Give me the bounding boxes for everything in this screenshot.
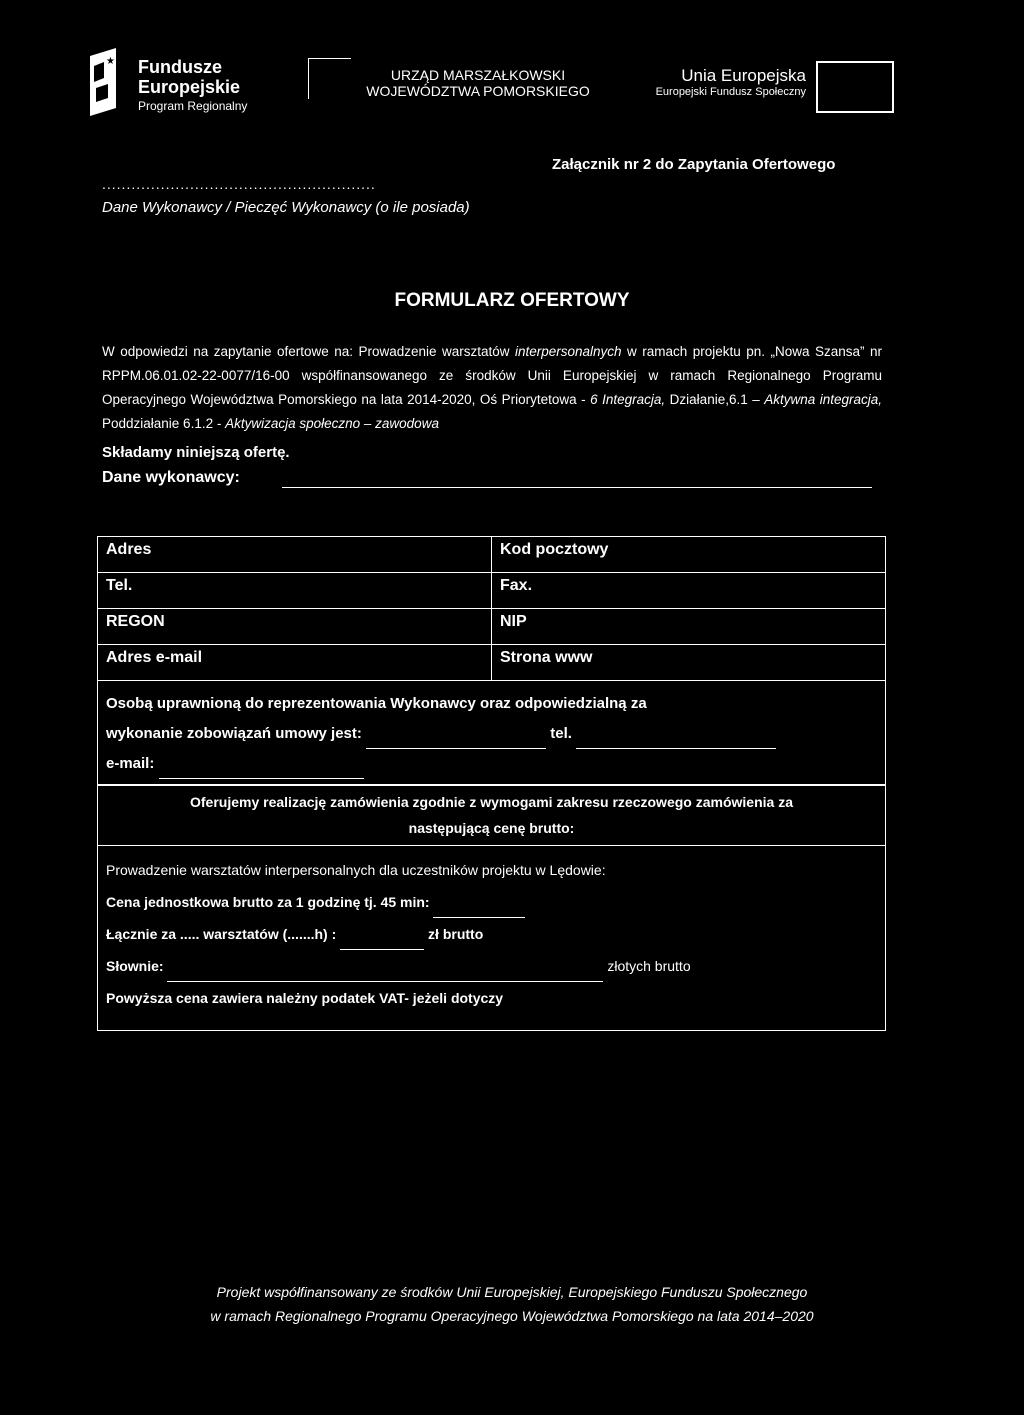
regon-label: REGON: [106, 613, 165, 630]
contractor-data-label: Dane wykonawcy:: [102, 469, 240, 486]
intro-part3: w ramach projektu pn. „Nowa Szansa” nr RPPM.06.01.02-22-0077/16-00 współfinansowanego ze środków Unii Europejskiej w ramach Regionalnego Programu Operacyjnego Województwa Pomorskiego na lata 2014-2020, Oś Priorytetowa -: [102, 344, 882, 407]
contact-table: [97, 536, 886, 786]
regon-cell[interactable]: [98, 609, 492, 644]
table-row: [98, 609, 885, 645]
representative-email-field[interactable]: [159, 778, 364, 779]
ue-title: Unia Europejska: [681, 66, 806, 85]
intro-part4: 6 Integracja,: [590, 392, 666, 407]
postal-code-label: Kod pocztowy: [500, 541, 609, 558]
representative-line1: Osobą uprawnioną do reprezentowania Wykonawcy oraz odpowiedzialną za: [106, 695, 647, 712]
unit-price-label: Cena jednostkowa brutto za 1 godzinę tj. 45 min:: [106, 894, 430, 910]
offer-statement: Składamy niniejszą ofertę.: [102, 444, 290, 461]
footer-line2: w ramach Regionalnego Programu Operacyjnego Województwa Pomorskiego na lata 2014–2020: [210, 1308, 814, 1324]
total-row: [106, 918, 877, 950]
in-words-row: [106, 950, 877, 982]
representative-line2: wykonanie zobowiązań umowy jest:: [106, 725, 362, 742]
fe-subtitle: Program Regionalny: [138, 98, 248, 113]
intro-part8: Aktywizacja społeczno – zawodowa: [225, 416, 439, 431]
price-table-body: [98, 846, 885, 1030]
price-table-header: [98, 785, 885, 846]
footer-line1: Projekt współfinansowany ze środków Unii Europejskiej, Europejskiego Funduszu Społecznego: [216, 1284, 808, 1300]
fax-cell[interactable]: [492, 573, 885, 608]
in-words-label: Słownie:: [106, 958, 164, 974]
urzad-marszalkowski-text: [360, 67, 596, 99]
urzad-logo-frame: [308, 58, 351, 99]
price-header-line2: następującą cenę brutto:: [408, 820, 575, 836]
svg-text:★: ★: [106, 56, 115, 67]
price-header-line1: Oferujemy realizację zamówienia zgodnie z wymogami zakresu rzeczowego zamówienia za: [190, 794, 793, 810]
fundusze-europejskie-text: [138, 58, 247, 113]
representative-phone-field[interactable]: [576, 748, 776, 749]
eu-flag-icon: [816, 61, 894, 113]
contractor-data-field[interactable]: [282, 487, 872, 488]
tel-label: tel.: [550, 725, 572, 742]
contractor-stamp-label: Dane Wykonawcy / Pieczęć Wykonawcy (o ile posiada): [102, 199, 470, 216]
table-row: [98, 537, 885, 573]
representative-name-field[interactable]: [366, 748, 546, 749]
intro-part2: interpersonalnych: [515, 344, 622, 359]
intro-part7: Poddziałanie 6.1.2 -: [102, 416, 226, 431]
contractor-dots: ........................................................: [102, 176, 376, 192]
form-title: FORMULARZ OFERTOWY: [394, 290, 630, 311]
total-unit: zł brutto: [428, 926, 484, 942]
um-line2: WOJEWÓDZTWA POMORSKIEGO: [366, 83, 590, 100]
email-address-cell[interactable]: [98, 645, 492, 680]
intro-part1: W odpowiedzi na zapytanie ofertowe na: Prowadzenie warsztatów: [102, 344, 515, 359]
email-row: [106, 749, 877, 779]
table-row: [98, 573, 885, 609]
nip-label: NIP: [500, 613, 527, 630]
footer: [0, 1280, 1024, 1328]
address-label: Adres: [106, 541, 152, 558]
fe-title-line1: Fundusze: [138, 57, 222, 77]
table-row: [98, 645, 885, 681]
fundusze-europejskie-logo: [86, 48, 122, 120]
ue-subtitle: Europejski Fundusz Społeczny: [655, 85, 806, 98]
email-label: e-mail:: [106, 755, 155, 772]
address-cell[interactable]: [98, 537, 492, 572]
intro-part6: Aktywna integracja,: [764, 392, 883, 407]
website-label: Strona www: [500, 649, 593, 666]
unit-price-row: [106, 886, 877, 918]
phone-label: Tel.: [106, 577, 133, 594]
um-line1: URZĄD MARSZAŁKOWSKI: [390, 67, 566, 83]
intro-paragraph: [102, 340, 882, 436]
fax-label: Fax.: [500, 577, 533, 594]
representative-section: [98, 681, 885, 785]
vat-note: Powyższa cena zawiera należny podatek VAT- jeżeli dotyczy: [106, 990, 504, 1006]
representative-line2-row: [106, 719, 877, 749]
in-words-unit: złotych brutto: [607, 958, 691, 974]
service-description: Prowadzenie warsztatów interpersonalnych dla uczestników projektu w Lędowie:: [106, 862, 606, 878]
website-cell[interactable]: [492, 645, 885, 680]
email-address-label: Adres e-mail: [106, 649, 203, 666]
price-table: [97, 784, 886, 1031]
total-label: Łącznie za ..... warsztatów (.......h) :: [106, 926, 337, 942]
intro-part5: Działanie,6.1 –: [665, 392, 765, 407]
attachment-label: Załącznik nr 2 do Zapytania Ofertowego: [552, 156, 836, 173]
postal-code-cell[interactable]: [492, 537, 885, 572]
phone-cell[interactable]: [98, 573, 492, 608]
fe-title-line2: Europejskie: [138, 76, 241, 97]
unia-europejska-text: [630, 66, 806, 98]
nip-cell[interactable]: [492, 609, 885, 644]
